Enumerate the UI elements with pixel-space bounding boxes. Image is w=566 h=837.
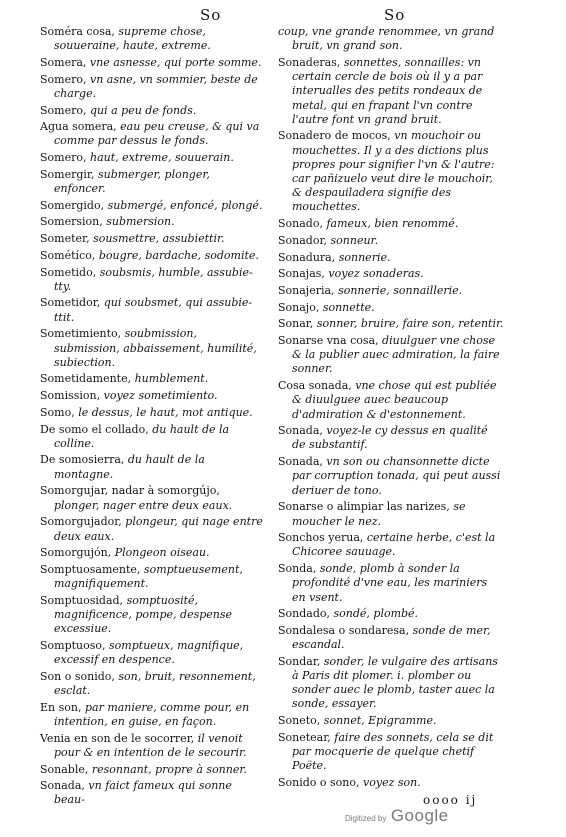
dictionary-entry: [278, 317, 504, 331]
dictionary-entry: [40, 732, 264, 760]
entry-translation: qui soubsmet, qui assubie-ttit.: [54, 296, 253, 324]
dictionary-entry: [278, 624, 504, 652]
signature-mark: oooo ij: [423, 793, 478, 807]
dictionary-entry: [40, 639, 264, 667]
dictionary-entry: [40, 389, 264, 403]
entry-headword: Someter,: [40, 232, 94, 246]
entry-translation: submersion.: [106, 215, 175, 229]
dictionary-entry: [40, 56, 264, 70]
entry-headword: De somo el collado,: [40, 422, 153, 436]
dictionary-entry: [40, 372, 264, 386]
entry-headword: Somero,: [40, 151, 90, 165]
entry-translation: supreme chose, souueraine, haute, extreme.: [54, 25, 211, 53]
entry-translation: se moucher le nez.: [292, 500, 466, 528]
entry-headword: Somptuoso,: [40, 638, 110, 652]
entry-headword: Sonda,: [278, 562, 320, 576]
dictionary-entry: [40, 484, 264, 512]
dictionary-entry: [278, 56, 504, 127]
entry-translation: vn son ou chansonnette dicte par corruption tonada, qui peut aussi deriuer de tono.: [292, 455, 501, 497]
entry-translation: du hault de la colline.: [54, 422, 230, 450]
entry-translation: vne chose qui est publiée & diuulguee auec beaucoup d'admiration & d'estonnement.: [292, 379, 497, 421]
dictionary-entry: [40, 594, 264, 637]
entry-translation: vn faict fameux qui sonne beau-: [54, 779, 232, 807]
entry-translation: sonnettes, sonnailles: vn certain cercle de bois où il y a par interualles des petits rondeaux de metal, qui en frapant l'vn contre l'autre font vn grand bruit.: [292, 55, 483, 126]
entry-headword: Sonar,: [278, 317, 317, 331]
entry-translation: somptueusement, magnifiquement.: [54, 562, 243, 591]
entry-translation: Plongeon oiseau.: [114, 546, 210, 560]
entry-translation: sonner, bruire, faire son, retentir.: [316, 317, 504, 331]
entry-translation: voyez son.: [363, 775, 421, 789]
entry-headword: Sonido o sono,: [278, 775, 364, 789]
entry-headword: Somera,: [40, 55, 90, 69]
entry-headword: Sonadura,: [278, 250, 339, 264]
dictionary-entry: [278, 284, 504, 298]
entry-translation: sonnet, Epigramme.: [323, 714, 437, 728]
entry-translation: plonger, nager entre deux eaux.: [54, 498, 233, 512]
entry-headword: Sonadero de mocos,: [278, 129, 395, 143]
dictionary-entry: [40, 701, 264, 729]
entry-headword: De somosierra,: [40, 453, 128, 467]
dictionary-entry: [278, 234, 504, 248]
entry-translation: sondé, plombé.: [333, 607, 419, 621]
entry-translation: coup, vne grande renommee, vn grand bruit, vn grand son.: [278, 25, 495, 53]
entry-translation: certaine herbe, c'est la Chicoree sauuage.: [292, 531, 496, 559]
entry-translation: sonnerie, sonnaillerie.: [338, 283, 463, 297]
entry-headword: Somersion,: [40, 215, 107, 229]
dictionary-entry: [40, 779, 264, 807]
entry-translation: sonde de mer, escandal.: [292, 623, 491, 652]
dictionary-entry: [278, 531, 504, 559]
entry-translation: son, bruit, resonnement, esclat.: [54, 669, 256, 698]
dictionary-entry: [278, 714, 504, 728]
entry-headword: Sométíco,: [40, 248, 99, 262]
dictionary-entry: [278, 334, 504, 377]
entry-headword: Sonarse o alimpiar las narizes,: [278, 500, 454, 514]
dictionary-entry: [40, 266, 264, 294]
entry-translation: voyez-le cy dessus en qualité de substantif.: [292, 424, 488, 452]
dictionary-entry: [278, 500, 504, 528]
watermark-prefix: Digitized by: [345, 814, 387, 823]
entry-headword: Sonajo,: [278, 300, 323, 314]
entry-headword: Somorgujar, nadar à somorgújo,: [40, 484, 220, 498]
google-logo: Google: [390, 806, 449, 825]
dictionary-entry: [40, 670, 264, 698]
dictionary-entry: [40, 249, 264, 263]
entry-translation: bougre, bardache, sodomite.: [98, 248, 259, 262]
entry-headword: Sonada,: [40, 779, 89, 793]
dictionary-entry: [278, 267, 504, 281]
entry-translation: sonnette.: [322, 300, 375, 314]
left-column: [40, 25, 264, 810]
dictionary-entry: [278, 129, 504, 214]
entry-headword: Somission,: [40, 389, 104, 403]
entry-translation: submergé, enfoncé, plongé.: [107, 198, 263, 212]
entry-translation: sonnerie.: [338, 250, 391, 264]
dictionary-entry: [278, 455, 504, 498]
dictionary-entry: [40, 232, 264, 246]
entry-translation: submerger, plonger, enfoncer.: [54, 167, 210, 196]
entry-translation: sousmettre, assubiettir.: [93, 232, 225, 246]
entry-headword: Sometimiento,: [40, 327, 125, 341]
dictionary-entry: [40, 104, 264, 118]
entry-headword: Soneto,: [278, 714, 324, 728]
entry-headword: Somptuosamente,: [40, 562, 144, 576]
entry-translation: voyez sometimiento.: [103, 389, 218, 403]
dictionary-entry: [40, 546, 264, 560]
dictionary-entry: [278, 251, 504, 265]
entry-translation: somptueux, magnifique, excessif en despence.: [54, 638, 244, 667]
entry-headword: Somergido,: [40, 198, 108, 212]
dictionary-entry: [278, 424, 504, 452]
entry-translation: voyez sonaderas.: [328, 267, 424, 281]
entry-headword: En son,: [40, 700, 85, 714]
entry-headword: Sonada,: [278, 424, 327, 438]
entry-translation: vn mouchoir ou mouchettes. Il y a des dictions plus propres pour signifier l'vn & l'autre: car pañizuelo veut dire le mouchoir, & despauiladera signifie des mouchettes.: [292, 129, 495, 214]
entry-translation: faire des sonnets, cela se dit par mocquerie de quelque chetif Poëte.: [292, 730, 494, 773]
dictionary-entry: [40, 453, 264, 481]
dictionary-entry: [278, 776, 504, 790]
entry-translation: du hault de la montagne.: [54, 453, 205, 481]
entry-translation: le dessus, le haut, mot antique.: [78, 405, 253, 419]
dictionary-entry: [278, 562, 504, 605]
entry-translation: sonde, plomb à sonder la profondité d'vne eau, les mariniers en vsent.: [292, 562, 488, 604]
entry-headword: Sonarse vna cosa,: [278, 334, 383, 348]
entry-translation: soubsmis, humble, assubie-tty.: [54, 265, 253, 293]
entry-headword: Sondalesa o sondaresa,: [278, 623, 413, 637]
entry-translation: sonder, le vulgaire des artisans à Paris dit plomer. i. plomber ou sonder auec le plomb, taster auec la sonde, essayer.: [292, 654, 498, 711]
entry-translation: humblement.: [134, 372, 209, 386]
dictionary-entry: [40, 406, 264, 420]
entry-headword: Sonajas,: [278, 267, 329, 281]
dictionary-entry: [40, 763, 264, 777]
dictionary-entry: [40, 25, 264, 53]
entry-headword: Somo,: [40, 405, 79, 419]
entry-translation: qui a peu de fonds.: [89, 103, 197, 117]
entry-translation: eau peu creuse, & qui va comme par dessus le fonds.: [54, 120, 260, 148]
entry-headword: Sondado,: [278, 607, 334, 621]
entry-headword: Somptuosidad,: [40, 593, 127, 607]
entry-translation: haut, extreme, souuerain.: [89, 151, 234, 165]
entry-headword: Son o sonido,: [40, 669, 119, 683]
dictionary-entry: [278, 25, 504, 53]
dictionary-entry: [40, 120, 264, 148]
digitized-watermark: [345, 806, 449, 826]
entry-headword: Sonchos yerua,: [278, 531, 367, 545]
dictionary-entry: [40, 296, 264, 324]
running-head-right: So: [384, 6, 406, 24]
entry-headword: Somorgujón,: [40, 546, 115, 560]
entry-headword: Sonador,: [278, 233, 331, 247]
dictionary-entry: [40, 73, 264, 101]
dictionary-entry: [40, 327, 264, 370]
entry-headword: Cosa sonada,: [278, 379, 356, 393]
entry-translation: vne asnesse, qui porte somme.: [89, 55, 262, 69]
entry-headword: Somero,: [40, 103, 90, 117]
entry-translation: il venoit pour & en intention de le secourir.: [54, 731, 247, 759]
entry-translation: diuulguer vne chose & la publier auec admiration, la faire sonner.: [292, 334, 500, 376]
entry-headword: Somorgujador,: [40, 515, 126, 529]
dictionary-entry: [40, 151, 264, 165]
entry-headword: Venia en son de le socorrer,: [40, 731, 198, 745]
dictionary-entry: [278, 217, 504, 231]
entry-headword: Sonable,: [40, 762, 92, 776]
entry-translation: soubmission, submission, abbaissement, humilité, subiection.: [54, 327, 257, 369]
entry-headword: Sondar,: [278, 654, 324, 668]
entry-headword: Sonaderas,: [278, 55, 344, 69]
dictionary-entry: [278, 301, 504, 315]
entry-headword: Somero,: [40, 72, 90, 86]
entry-headword: Sonajeria,: [278, 283, 339, 297]
dictionary-entry: [40, 563, 264, 591]
entry-headword: Somergir,: [40, 167, 98, 181]
entry-translation: resonnant, propre à sonner.: [91, 762, 247, 776]
dictionary-entry: [40, 168, 264, 196]
dictionary-entry: [40, 423, 264, 451]
entry-headword: Sometidamente,: [40, 372, 135, 386]
entry-translation: par maniere, comme pour, en intention, en guise, en façon.: [54, 700, 250, 728]
entry-headword: Sonada,: [278, 455, 327, 469]
entry-headword: Sometido,: [40, 265, 100, 279]
dictionary-entry: [278, 607, 504, 621]
dictionary-entry: [278, 379, 504, 422]
entry-headword: Sonetear,: [278, 730, 335, 744]
dictionary-entry: [278, 731, 504, 774]
entry-headword: Sometidor,: [40, 296, 104, 310]
dictionary-entry: [278, 655, 504, 712]
entry-headword: Soméra cosa,: [40, 25, 119, 38]
running-head-left: So: [200, 6, 222, 24]
entry-headword: Sonado,: [278, 217, 327, 231]
entry-translation: vn asne, vn sommier, beste de charge.: [54, 72, 258, 100]
entry-translation: somptuosité, magnificence, pompe, despense excessiue.: [54, 593, 233, 636]
right-column: [278, 25, 504, 793]
entry-headword: Agua somera,: [40, 120, 121, 134]
dictionary-entry: [40, 215, 264, 229]
entry-translation: sonneur.: [330, 233, 379, 247]
entry-translation: fameux, bien renommé.: [326, 217, 459, 231]
entry-translation: plongeur, qui nage entre deux eaux.: [54, 515, 263, 543]
dictionary-entry: [40, 515, 264, 543]
dictionary-entry: [40, 199, 264, 213]
